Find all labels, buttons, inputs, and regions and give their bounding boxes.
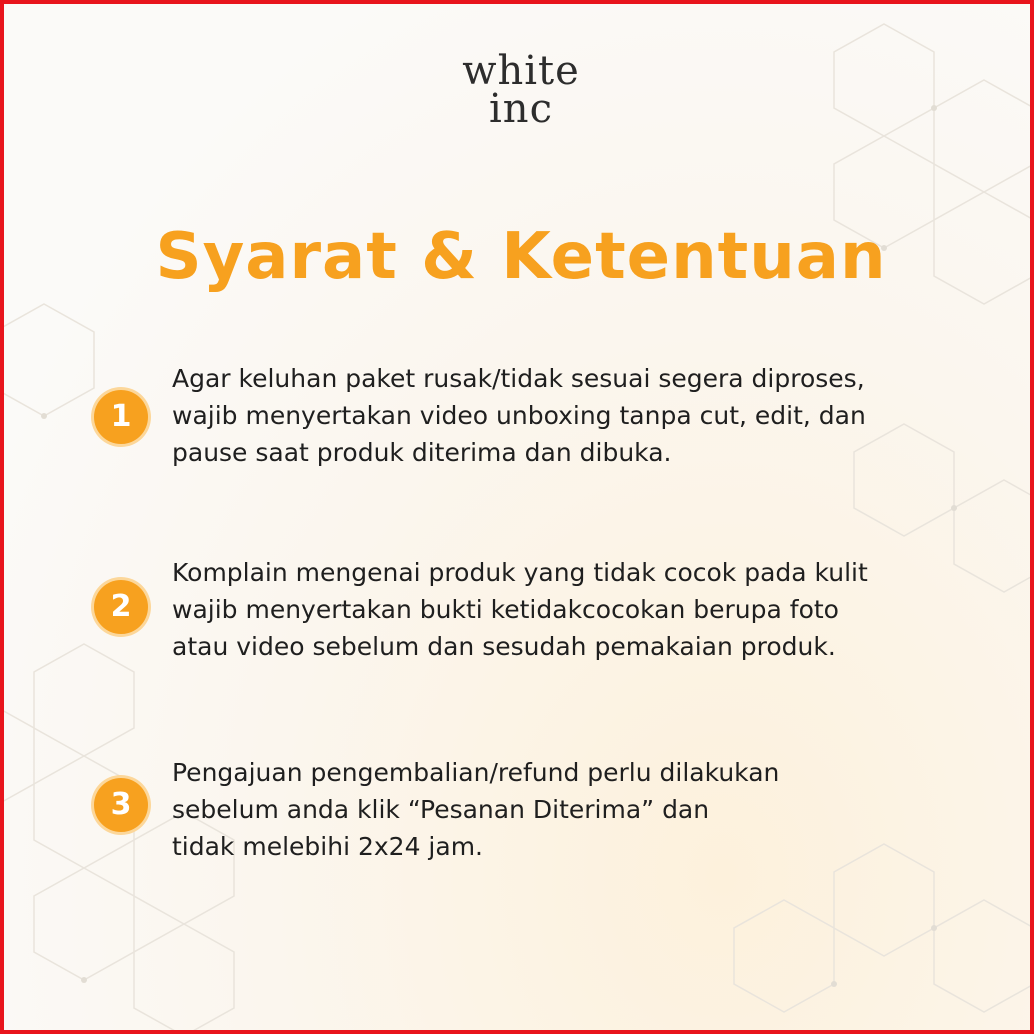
term-text-3 [172,754,972,865]
term-text-1 [172,360,972,471]
number-badge-3: 3 [94,778,148,832]
term-3-line-1: Pengajuan pengembalian/refund perlu dilakukan [172,758,780,787]
number-badge-1: 1 [94,390,148,444]
hexagon-pattern-background [4,4,1034,1034]
term-2-line-2: wajib menyertakan bukti ketidakcocokan berupa foto [172,595,839,624]
term-2-line-3: atau video sebelum dan sesudah pemakaian produk. [172,632,836,661]
term-text-2 [172,554,972,665]
brand-logo-line-1: white [462,48,580,94]
term-3-line-2: sebelum anda klik “Pesanan Diterima” dan [172,795,710,824]
term-1-line-3: pause saat produk diterima dan dibuka. [172,438,672,467]
brand-logo-line-2: inc [489,86,553,132]
page-title: Syarat & Ketentuan [155,220,887,294]
term-1-line-1: Agar keluhan paket rusak/tidak sesuai segera diproses, [172,364,865,393]
term-2-line-1: Komplain mengenai produk yang tidak cocok pada kulit [172,558,868,587]
term-3-line-3: tidak melebihi 2x24 jam. [172,832,483,861]
term-1-line-2: wajib menyertakan video unboxing tanpa cut, edit, dan [172,401,866,430]
number-badge-2: 2 [94,580,148,634]
